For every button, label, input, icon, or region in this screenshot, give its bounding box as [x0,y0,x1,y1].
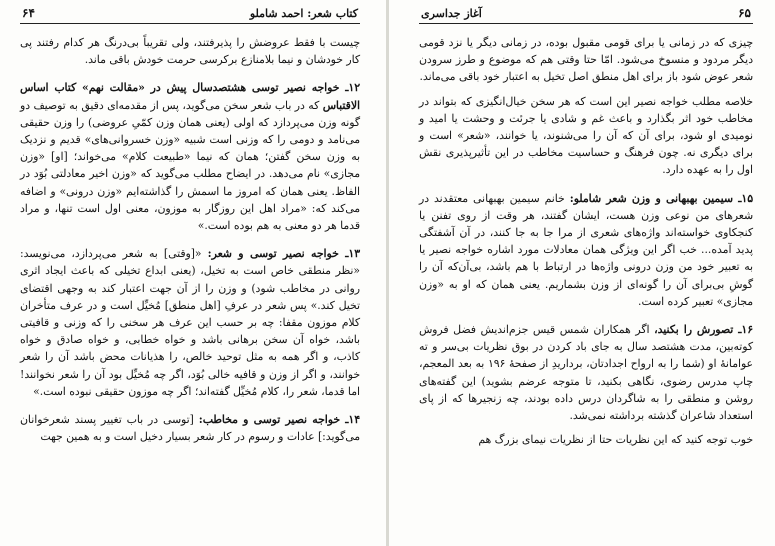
footnote-15 [419,190,753,310]
left-page [0,0,386,546]
footnote-text: «[وقتی] به شعر می‌پردازد، می‌نویسد: «نظر منطقی خاص است به تخیل، (یعنی ابداع تخیلی که باعث ایجاد اثری روانی در مخاطب شود) و وزن را از آن جهت اعتبار کند به وجهی اقتضای تخیل کند.» پس شعر در عرفِ [اهل منطق] مُخیِّل است و در عرف متأخران کلام موزون مقفا: چه بر حسب این عرف هر سخنی را که وزنی و قافیتی باشد، خواه آن سخن برهانی باشد و خواه خطابی، و خواه صادق و خواه کاذب، و اگر همه به مثل توحید خالص، را هذیانات محض باشد آن را شعر خوانند، و اگر از وزن و قافیه خالی بُوَد، اگر چه مُخیِّل بود آن را شعر نخوانند! اما قدما، شعر را، کلام مُخیِّل گفته‌اند؛ اگر چه موزون حقیقی نبوده است.» [20,247,360,398]
footnote-16 [419,321,753,424]
footnote-text: [توسی در باب تغییر پسند شعرخوانان می‌گوید:] عادات و رسوم در کار شعر بسیار دخیل است و به همین جهت [20,413,360,444]
paragraph-continuation: چیست با فقط عروضش را پذیرفتند، ولی تقریباً بی‌درنگ هر کدام رفتند پی کار خودشان و نیما بلامنازع برکرسی حرمت خودش باقی ماند. [20,36,360,67]
right-page-header [419,6,753,24]
footnote-label: ۱۶ـ تصورش را بکنید، [654,323,753,337]
paragraph-summary: خلاصه مطلب خواجه نصیر این است که هر سخن خیال‌انگیزی که بتواند در مخاطب خود اثر بگذارد و باعث غم و شادی یا جرئت و وحشت یا امید و نومیدی او شود، برای آن که آن را می‌شنوند، یا خوانند، «شعر» است و برای دیگری نه. چون فرهنگ و حساسیت مخاطب در این تأثیرپذیری نقش اول را به عهده دارد. [419,94,753,177]
footnote-12 [20,79,360,234]
footnote-14 [20,411,360,445]
paragraph-closing: خوب توجه کنید که این نظریات حتا از نظریات نیمای بزرگ هم [478,433,753,447]
running-title: کتاب شعر: احمد شاملو [249,7,358,20]
page-number: ۶۵ [738,6,751,20]
footnote-text: خانم سیمین بهبهانی معتقدند در شعرهای من نوعی وزن هست، ایشان گفتند، هر وقت از روی تفنن یا کنجکاوی خواسته‌اند واژه‌های شعری از مرا جا به جا کنند، در آن آشفتگی پدید آمده... خب اگر این ویژگی همان معادلات مورد اشاره خواجه نصیر یا به تعبیر خود من وزن درونی واژه‌ها در ارتباط با هم باشد، بی‌آن‌که آن را گوشِ بی‌برای آن را گونه‌ای از وزن بشماریم. یعنی همان که او به «وزن مجازی» تعبیر کرده است. [419,191,753,308]
footnote-label: ۱۴ـ خواجه نصیر توسی و مخاطب: [198,413,360,427]
footnote-label: ۱۲ـ خواجه نصیر توسی هشتصدسال پیش در «مقالت نهم» کتاب اساس الاقتباس [20,81,360,112]
running-title: آغاز جداسری [421,7,482,20]
paragraph-continuation: چیزی که در زمانی یا برای قومی مقبول بوده، در زمانی دیگر یا نزد قومی دیگر مردود و منسوخ می‌شود. امّا حتا وقتی هم که موضوع و طرز سرودن شعر عوض شود باز برای اهل منطق اصل تخیل به اعتبار خود باقی می‌ماند. [419,36,753,84]
footnote-text: اگر همکاران شمس قیس جزم‌اندیش فضل فروش کوته‌بین، مدت هشتصد سال به جای باد کردن در بوق نظریات بی‌سر و ته عوامانهٔ او (شما را به ارواح اجدادتان، برداریدِ از صفحهٔ ۱۹۶ به بعد المعجم، چاپ مدرس رضوی، نگاهی بکنید، تا متوجه عرضم بشوید) این گفته‌های روشن و منطقی را به شاگردان درس داده بودند، چه زنجیرها که از پای استعداد شاعران گذشته برداشته نمی‌شد. [419,323,753,423]
footnote-label: ۱۳ـ خواجه نصیر توسی و شعر: [207,247,360,261]
footnote-text: که در باب شعر سخن می‌گوید، پس از مقدمه‌ای دقیق به توصیف دو گونه وزن می‌پردازد که اولی (یعنی همان وزن کمّیِ عروضی) را وزن حقیقی می‌نامد و دومی را که وزنی است شبیه «وزن خسروانی‌های» قدیم و نزدیک به وزن سخن گفتن؛ همان که نیما «طبیعت کلام» می‌خواند؛ [او] «وزن مجازی» نام می‌دهد. در ایضاح مطلب می‌گوید که «وزن اخیر معادلتی بُوَد در الفاظ. یعنی همان که امروز ما اسمش را گذاشته‌ایم «وزن درونی» و اضافه می‌کند که: «مراد اهل این روزگار به موزون، معنی اول است تنها، و مراد قدما هر دو معنی به هم بوده است.» [20,98,360,233]
left-page-header [20,6,360,24]
right-page [389,0,775,546]
page-number: ۶۴ [22,6,35,20]
footnote-13 [20,245,360,400]
footnote-label: ۱۵ـ سیمین بهبهانی و وزن شعر شاملو: [569,191,754,205]
